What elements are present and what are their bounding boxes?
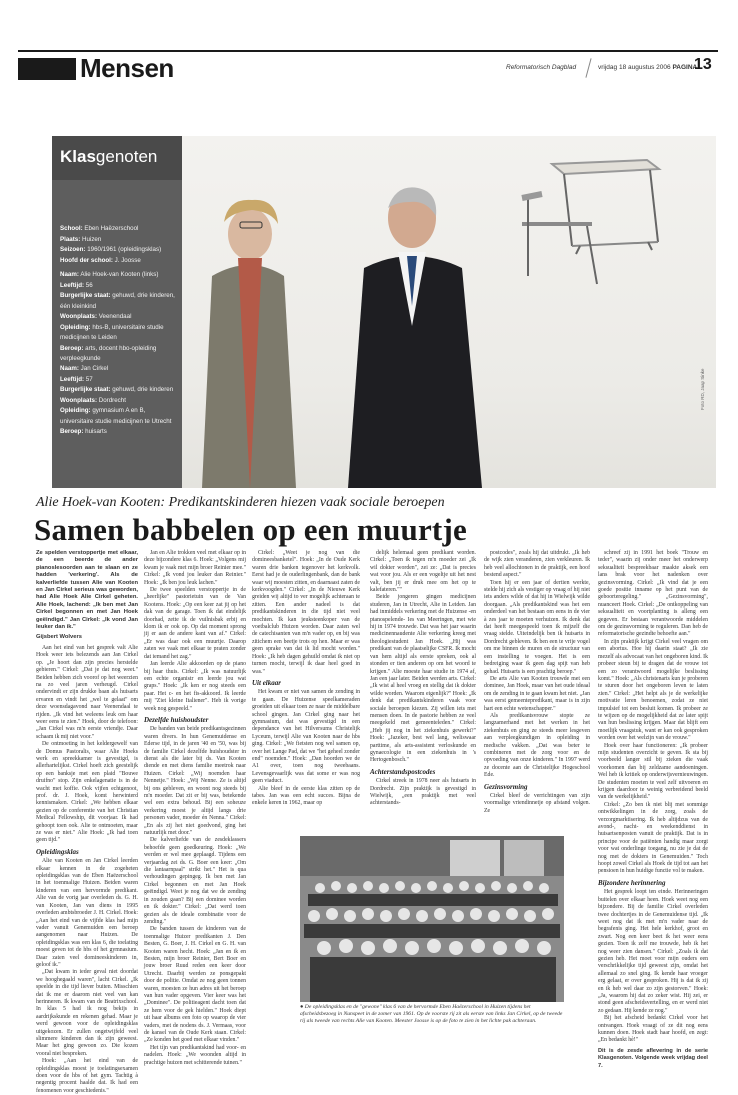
article-kicker: Alie Hoek-van Kooten: Predikantskinderen hiezen vaak sociale beroepen	[36, 495, 445, 510]
series-note: Dit is de zesde aflevering in de serie Klasgenoten. Volgende week vrijdag deel 7.	[598, 1047, 708, 1069]
paragraph: Het tíjn van predikantskind had voor- en nadelen. Hoek: „We woonden altijd in prachtige huizen met schitterende tuinen."	[144, 1044, 246, 1066]
paragraph: De ontmoeting in het keldergewelf van de Domus Pastoralis, waar Alie Hoeks werk en spreekkamer is gevestigd, is allerhartelijkst. Cirkel hoeft zich geestelijk op een banksje met een plaid "Bouwe druifno" stop. Zijn enkelagenatie is in de wacht met koffie. Ook vijfen echtgenoot, prof. dr. J. Hoek, komt herwinterd kennismaken. Cirkel: „We hebben elkaar gezien op de conferentie van het Christian Medical Fellowship, dit voorjaar. Ik had gehoopt toen ook. Alie te ontmoeten, maar ze was er niet." Alie Hoek: „Ik had toen geen tijd."	[36, 741, 138, 844]
woman-figure	[202, 200, 296, 488]
paragraph: Cirkel streek in 1978 neer als huisarts in Dordrecht. Zijn praktijk is gevestigd in Wielwijk, „een praktijk met veel achterstands-	[370, 778, 476, 807]
photo-caption: ● De opleidingsklas en de "gewone" klas 6 van de hervormde Eben Haëzerschool in Huizen tijdens het afscheidsbezoeg in Nunspeet in de zomer van 1961. Op de voorste rij zit als eerste van links Jan Cirkel, op de tweede rij als tweede van rechts Alie van Kooten. Meester Joosse is op de foto te zien in het lichte pak achteraan.	[300, 1004, 563, 1024]
article-headline: Samen babbelen op een muurtje	[34, 512, 467, 547]
paragraph: Cirkel bleef de verrichtingen van zijn voormalige vriendinnetje op afstand volgen. Ze	[484, 793, 590, 814]
subheading: Bijzondere herinnering	[598, 878, 666, 887]
paragraph: Hoek: „Aan het eind van de opleidingsklas moest je toelatingsexamen doen voor de hbs of het gym. Tachtig à negentig procent haalde dat. Ik had een fenomenen voor geschiedenis."	[36, 1058, 138, 1094]
paragraph: Toen hij er een jaar of dertien werkte, stelde hij zich als vestiger op vraag of hij niet iets anders wilde of dat hij in Wielwijk wilde doorgaan. „Als predikantskind was het een onderdeel van het bestaan om eens in de vier à zes jaar te moeten verhuizen. Ik denk dat dat heeft meegespeeld toen ik mijzelf die vraag stelde. Uiteindelijk ben ik huisarts in Dordrecht gebleven. Ik ben een te vrije vogel om me binnen de muren en de structuur van een instelling te voegen. Het is een bedreiging waar ik geen dag spijt van heb gehad. Huisarts is een prachtig beroep."	[484, 579, 590, 675]
class-photo-illustration	[300, 836, 564, 1002]
column-3	[252, 550, 360, 832]
paragraph: postcodes", zoals hij dat uitdrukt. „Ik heb de wijk zien veranderen, zien verkleuren. Ik heb veel allochtonen in de praktijk, een hoof bestend aspect."	[484, 550, 590, 579]
class-photo	[300, 836, 564, 1002]
page-number: 13	[694, 56, 712, 73]
paragraph: schreef zij in 1991 het boek "Trouw en teder", waarin zij onder meer het onderwerp seksualiteit bespreekbaar maakte aksek een lans brak voor het nadenken over gezinsvorming. Cirkel: „Ik vind dat je een goede positie inname op het punt van de geboorteregeling." „Gezinsvorming", nuanceert Hoek. Cirkel: „De ontkoppeling van seksualiteit en voortplanting is alleng een gegeven. Er bestaan verantwoorde middelen om de gezinsvorming te reguleren. Dan heb de reformatorische gezindte behoefte aan."	[598, 550, 708, 638]
paragraph: Alie bleef in de eerste klas zitten op de tabes. Jan was een echt succes. Bijna de enkele keren in 1962, maar op	[252, 785, 360, 807]
article-lead: Ze spelden verstoppertje met elkaar, de een beerde de ander pianoslesoorden aan te slaan en ze hadden 'verkering'. Als de kalverliefde tussen Alie van Kooten en Jan Cirkel serieus was geworden, had Alie Hoek Alie Cirkel geheten. Alie Hoek, lachend: „Ik ben met Jan Cirkel begonnen en met Jan Hoek geëindigd." Jan Cirkel: „Ik vond Jan leuker dan ik."	[36, 550, 138, 631]
paragraph: Hoek over haar functioneren: „Ik probeer mijn studenten overzicht te geven. Ik sta bij voorbeeld langer stil bij zieken die vaak voorkomen dan bij zeldzame aandoeningen. Wel heb ik kritiek op onderwijsvernieuwingen. De studenten moeten te veel zelf uitvoeren en krijgen daardoor te weinig verbreidend beeld van de werkelijkheid."	[598, 742, 708, 801]
header-rule	[18, 50, 718, 52]
school-desk-icon	[522, 160, 659, 284]
paragraph: Bij het afscheid bedankt Cirkel voor het ontvangen. Hoek vraagt of ze dit nog eens kunnen doen. Hoek stadt haar hoofd, en zegt: „En bedankt hè!"	[598, 1015, 708, 1044]
publisher-name: Reformatorisch Dagblad	[506, 64, 577, 71]
paragraph: Cirkel: „Weet je nog van die domineesbanketel". Hoek: „In de Oude Kerk waren drie banken tegenover het kerkvolk. Eerst had je de ouderlingenbank, dan de bank waar wij moesten zitten, en daarnaast zaten de kerkvoogden." Cirkel: „In de Nieuwe Kerk greiden wij altijd to ver mogelijk achteraan te zitten. Een ander nadeel is dat predikantskinderen in die tijd niet veel mochten. Ik kan jeuksteenkoper van de voetbalclub Huizen worden. Daar zaten wel de catechisanten van m'n vader op, en bij was zitichem een beetje trots op hen. Maar er was geen sprake van dat ik lid mocht worden." Hoek: „Ik heb dagen gehuild omdat ik niet op turnen mocht, terwijl ik daar heel goed in was."	[252, 550, 360, 675]
paragraph: De twee speelden verstoppertje in de „heerlijke" pastorietuin van de Van Kootens. Hoek: „Op een keer zat jij op het dak van de garage. Toen ik dat eindelijk doorhad, zette ik de vuilnisbak erbij en klom ik er ook op. Op dat moment sprong jij er aan de andere kant van af." Cirkel: „Er was daar ook een muurtje. Daarop zaten we vaak met elkaar te praten zonder dat iemand het zag."	[144, 587, 246, 660]
person1-info: Naam: Alie Hoek-van Kooten (links) Leeftijd: 56 Burgerlijke staat: gehuwd, drie kinderen, één kleinkind Woonplaats: Veenendaal Opleiding: hbs-B, universitaire studie medicijnen te Leiden Beroep: arts, docent hbo-opleiding verpleegkunde	[60, 271, 175, 362]
column-2	[144, 550, 246, 1066]
paragraph: Als predikantsvrouw stopte ze langzamerhand met het werken in het ziekenhuis en ging ze steeds meer lesgeven aan verpleegkundigen in opleiding in medische vakken. „Dat was beter te combineren met de zorg voor en de opvoeding van onze kinderen." In 1997 werd ze docente aan de Christelijke Hogeschool Ede.	[484, 712, 590, 779]
article-byline: Gijsbert Wolvers	[36, 634, 82, 641]
subheading: Gezinsvorming	[484, 782, 528, 791]
column-6	[598, 550, 708, 1069]
column-4	[370, 550, 476, 832]
paragraph: De arts Alie van Kooten trouwde met een dominee, Jan Hoek, maar van het oude ideaal om de zending in te gaan kwam het niet. „Jan was eerst gemeentepredikant, maar is in zijn hart een echte wetenschapper."	[484, 675, 590, 712]
paragraph: Jan leerde Alie akkoorden op de piano bij haar thuis. Cirkel: „Ik was natuurlijk een echte organistr en leerde jou wat graps." Hoek: „Ik ken er nog steeds een paar. Het c- en het fis-akkoord. Ik leerde mij "Ziet kleine Italiener". Heb ik vorige week nog gespeeld."	[144, 661, 246, 712]
subheading: Uit elkaar	[252, 678, 281, 687]
subheading: Opleidingsklas	[36, 847, 79, 856]
paragraph: „Dat kwam in ieder geval niet doordat we hooghegaald waren", lacht Cirkel. „Ik speelde in die tijd liever buiten. Misschien dat ik me er daarom niet veel van kan herinneren. Ik kwam van de Beatrixschool. In klas 5 had ik nog bekijs in aardrijkskunde en rekenen gehad. Maar je werd gewoon voor de opleidingsklas uitgekozen. Er zullen ongetwijfeld veel slimmere kinderen dan ik zijn geweest. Maar het ging gewoon zo. Die kozen vooral niet bespreken.	[36, 969, 138, 1057]
paragraph: Alie van Kooten en Jan Cirkel leerden elkaar kennen in de zogeheten opleidingsklas van de Eben Haëzerschool in het toenmalige Huizen. Beiden waren kinderen van een hervormde predikant. Alie van de vorig jaar overleden ds. G. H. van Kooten, Jan van diens in 1995 overleden ambtsbroeder J. H. Cirkel. Hoek: „Aan het eind van de vijfde klas had mijn vader vanuit Genemuiden een beroep aangenomen naar Huizen. De opleidingsklas was een klas 6, die toelating moest geven tot de hbs of het gymnasium. Daar zaten veel domineeskinderen in, geloof ik."	[36, 858, 138, 968]
series-title: Klasgenoten	[60, 147, 158, 166]
column-1	[36, 550, 138, 1094]
paragraph: Het gesprek loopt ten einde. Herinneringen buitelen over elkaar heen. Hoek weet nog een bijzondere. Bij de familie Cirkel overleden twee dochtertjes in de Genemuidense tijd. „Ik weet nog dat ik met m'n vader naar de begrafenis ging. Het hele kerkhof, groot en zwart. Nog een keer beet ik het weer eens gezien. Toen ik zelf me trouwde, heb ik het nog weer zien dansen." Cirkel: „Zoals ik dat gezien heb. Het moet voor mijn ouders een verschrikkelijke tijd geweest zijn, omdat het allemaal zo snel ging. Ik kende haar vroeger erg gelaat, er over gesproken. Hij is dat ik zij en ik heb wel daar zo zijn gestorven." Hoek: „Ja, waarom hij dat zo zeker wist. Hij zei, er stond geen afscheidsvertelling, en er werd niet zo gedaan. Hij kende ze nog."	[598, 889, 708, 1014]
paragraph: De banden van beide predikantsgezinnen waren divers. In hun Genemuidense en Ederse tijd, in de jaren '40 en '50, was bij de familie Cirkel dezelfde huishoudster in dienst als die later bij ds. Van Kooten diende en met diens familie meetrok naar Huizen. Cirkel: „Wij noemden haar Nennetje." Hoek: „Wij Nenne. Ze is altijd bij ons gebleven, en woont nog steeds bij m'n moeder. Dat zit er bij was, betekende wel een extra behoud. Bij een soheuze verkering moest je altijd langs drie personen vader, moeder én Nenna." Cirkel: „En als zij het niet goedvond, ging het natuurlijk met door."	[144, 726, 246, 837]
paragraph: In zijn praktijk krijgt Cirkel veel vragen om een abortus. Hoe hij daarin staat? „Ik zie mezelf als advocaat van het ongeboren kind. Ik probeer steun bij te dragen dat de vrouw tot een zo verantwoord mogelijke beslissing komt." Hoek: „Als christenarts kun je proberen te sturen door het ongeboren leven te laten zien." Cirkel: „Het helpt als je de werkelijke motivatie leren benoemen, zodat ze niet impulsief tot een besluit komen. Ik probeer ze te wijzen op de mogelijkheid dat ze later spijt van hun beslissing krijgen. Maar dat blijft een moeilijk vraagstuk, want er kan ook gesproken worden over het welzijn van de vrouw."	[598, 638, 708, 742]
paragraph: Cirkel: „Zo ben ik niet blij met sommige ontwikkelingen in de zorg, zoals de verzorgmarktisering. Ik heb altijdzus van de avond-, nacht- en weekenddienst in huisartsenposten vanuit de praktijk. Dat is in principe voor de patiënten handig maar zorgt voor wat onderlinge toegang, nu zie je dat de nog met de dokters in Genemuiden." Toch hoopt zowel Cirkel als Hoek de tijd tot aan het pensioen in hun huidige functie vol te maken.	[598, 801, 708, 875]
subheading: Dezelfde huishoudster	[144, 715, 209, 724]
photo-credit: Foto RD, Jaap Sinke	[700, 368, 705, 410]
section-title: Mensen	[80, 53, 174, 83]
paragraph: delijk helemaal geen predikant worden. Cirkel: „Toen ik tegen m'n moeder zei „Ik wil dokter worden", zei ze: „Dat is precies wat voor jou. Als er een vogeltje uit het nest valt, ben jij er druk mee om het op te kalefateren.""	[370, 550, 476, 594]
paragraph: Beide jongeren gingen medicijnen studeren, Jan in Utrecht, Alie in Leiden. Jan had inmiddels verkering met de Huizense -en ptanospelende- Ies van Meeringen, met wie hij in 1974 trouwde. Dat was het jaar waarin medicinennaudente Alie verkering kreeg met theologiestudent Jan Hoek. „Hij was predikant van de plaatselijke CSFR. Ik mocht van hem altijd als eerste spreken, ook al stonden er tien anderen op om het woord te krijgen." Alie moeste haar studie in 1974 af, Jan een jaar later. Beiden werden arts. Cirkel: „Ik wist al heel vroeg en stellig dat ik dokter wilde worden. Waarom eigenlijk?" Hoek: „Ik denk dat predikantskinderen vaak voor sociale beroepen kiezen. Zij willen iets met mensen doen. In de pastorie hebben ze veel meegekeld met gemeenteleden." Cirkel: „Heb jij nog in het ziekenhuis gewerkt?" Hoek: „Jazeker, best wel lang, weliswaar parttime, als arts-assistent verloskunde en gynaecologie in een ziekenhuis in 's Hertogenbosch."	[370, 594, 476, 764]
paragraph: Het kwam er niet van samen de zending in te gaan. De Huizense speelkameraden groeiden uit elkaar toen ze naar de middelbare school gingen. Jan Cirkel ging naar het gymnasium, dat was gevestigd in een dependance van het Hilversums Christelijk Lyceum, terwijl Alie van Kooten naar de hbs ging. Cirkel: „We fietsten nog wel samen op, over het Lange Pad, dat we "het geheel zonder end" noemden." Hoek: „Dan hoorden we de A1 over, toen nog tweebaans. Levensgevaarlijk was dat some er was nog geen viaduct.	[252, 689, 360, 785]
school-info: School: Eben Haëzerschool Plaats: Huizen Seizoen: 1960/1961 (opleidingsklas) Hoofd der school: J. Joosse	[60, 225, 162, 264]
issue-date: vrijdag 18 augustus 2006 PAGINA	[598, 64, 698, 71]
header-separator	[585, 58, 591, 78]
section-marker	[18, 58, 76, 80]
paragraph: De kalverliefde van de zesdeklassers behoefde geen goedkeuring. Hoek: „We werden er wel mee geplaagd. Tijdens een verjaardag zei ds. G. Boer een keer: „Om die lantaarnpaal" strikt het." Het is qua verhoudingen gepingeg. Ik ben met Jan Cirkel begonnen en met Jan Hoek geëindigd. Weet je nog dat we de zending in zouden gaan? Bij een dominee worden en ik dokter." Cirkel: „Dat werd toen gezien als de ideale combinatie voor de zending."	[144, 837, 246, 925]
man-figure	[348, 187, 482, 488]
paragraph: Aan het eind van het gesprek valt Alie Hoek weer iets belezends aan Jan Cirkel op. „Je hoort dan zijn precies herstelde gebieren." Cirkel: „Dat je dat nog weet." Beiden hebben zich voorof op het weerzien na zo veel jaren verheugd. Cirkel ondervindt er zijn drukke baan als huisarts ervaren en vindt het „wel te gelaat" om deze woensdagavond naar Veenendaal te rijden. „Ik vind het weleens leuk om haar weer eens te zien." Hoek, door de telefoon: „Jan Cirkel was m'n eerste vriendje. Daar schaam ik mij niet voor."	[36, 644, 138, 740]
column-5	[484, 550, 590, 832]
subheading: Achterstandspostcodes	[370, 767, 436, 776]
paragraph: Jan en Alie trokken veel met elkaar op in deze bijzondere klas 6. Hoek: „Volgens mij kwam je vaak met mijn broer Reinier mee." Cirkel: „Ik vond jou leuker dan Reinier." Hoek: „Ik ben jou leuk lachen."	[144, 550, 246, 586]
paragraph: De banden tussen de kinderen van de toenmalige Huizer predikanten J. Den Besten, G. Boer, J. H. Cirkel en G. H. van Kooten waren hecht. Hoek: „Jan en ik en Besten, mijn broer Reinier, Bert Boer en jouw broer Ruud reden een keer door Utrecht. Daarbij werden ze ponsgepakt door de politie. Omdat ze nog geen tonnen waren, moesten ze hun adres uit het beroep van hun vader opgeven. Vier keer was het „Dominee". De politieagent dacht toen dat ze hem voor de gek hielden." Hoek diept uit haar albums een foto op waarop de vier vaders, met de nodens ds. J. Vermaas, voor de kansel van de Oude Kerk staan. Cirkel: „Ze konden het goed met elkaar vinden."	[144, 926, 246, 1044]
person2-info: Naam: Jan Cirkel Leeftijd: 57 Burgerlijke staat: gehuwd, drie kinderen Woonplaats: Dordrecht Opleiding: gymnasium A en B, universitaire studie medicijnen te Utrecht Beroep: huisarts	[60, 365, 174, 435]
